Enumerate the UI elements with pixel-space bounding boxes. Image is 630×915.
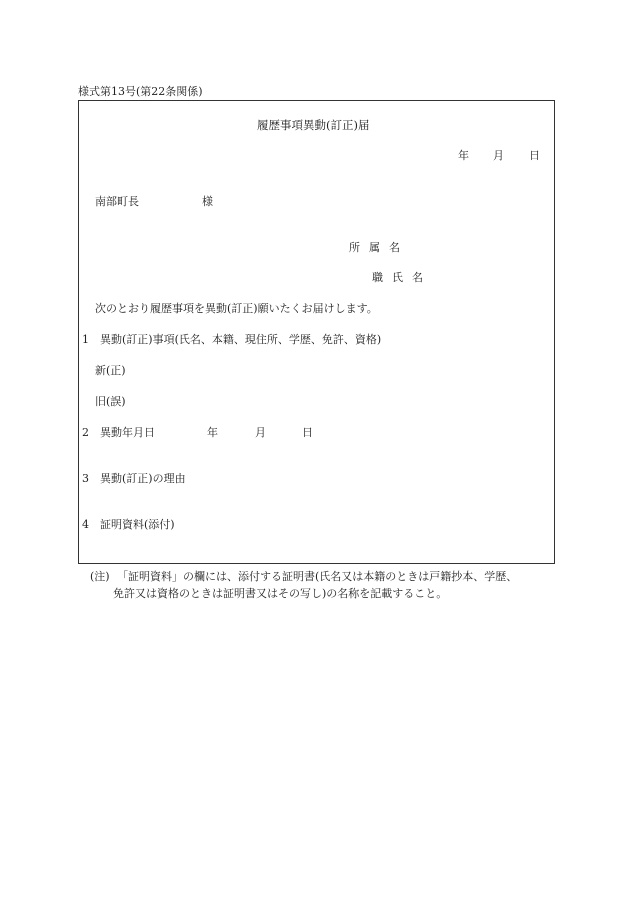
form-title: 履歴事項異動(訂正)届 xyxy=(257,118,370,132)
affiliation-label: 所属名 xyxy=(349,241,409,254)
item2-number: 2 xyxy=(82,426,89,439)
addressee-honorific: 様 xyxy=(202,195,213,208)
item2-month-label: 月 xyxy=(255,426,266,439)
form-number: 様式第13号(第22条関係) xyxy=(78,85,203,98)
item1-old-label: 旧(誤) xyxy=(95,395,126,408)
intro-text: 次のとおり履歴事項を異動(訂正)願いたくお届けします。 xyxy=(95,302,378,315)
form-box xyxy=(78,100,555,564)
item2-day-label: 日 xyxy=(302,426,313,439)
item1-number: 1 xyxy=(82,333,89,346)
note-line-2: 免許又は資格のときは証明書又はその写し)の名称を記載すること。 xyxy=(113,587,448,600)
note-line-1: 「証明資料」の欄には、添付する証明書(氏名又は本籍のときは戸籍抄本、学歴、 xyxy=(117,570,518,583)
addressee-name: 南部町長 xyxy=(95,195,139,208)
item3-number: 3 xyxy=(82,472,89,485)
position-name-label: 職氏名 xyxy=(372,271,432,284)
date-year-label: 年 xyxy=(458,149,469,162)
item3-label: 異動(訂正)の理由 xyxy=(100,472,186,485)
item4-number: 4 xyxy=(82,518,89,531)
item1-label: 異動(訂正)事項(氏名、本籍、現住所、学歴、免許、資格) xyxy=(100,333,382,346)
item4-label: 証明資料(添付) xyxy=(100,518,175,531)
item2-label: 異動年月日 xyxy=(100,426,155,439)
item2-year-label: 年 xyxy=(207,426,218,439)
date-day-label: 日 xyxy=(529,149,540,162)
item1-new-label: 新(正) xyxy=(95,364,126,377)
date-month-label: 月 xyxy=(493,149,504,162)
note-label: (注) xyxy=(90,570,110,583)
